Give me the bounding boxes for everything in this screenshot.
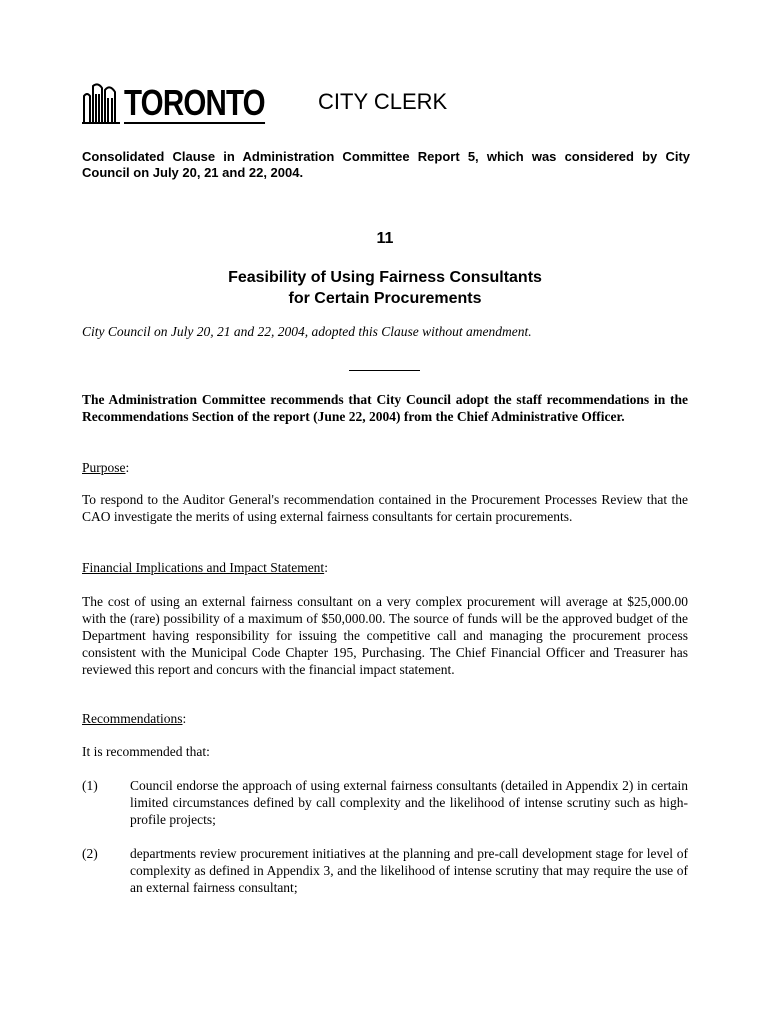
purpose-heading-colon: : — [125, 460, 130, 475]
divider — [349, 370, 420, 371]
city-hall-icon — [82, 80, 120, 124]
recommendations-intro: It is recommended that: — [82, 744, 210, 759]
recommendation-number: (1) — [82, 778, 98, 793]
recommendations-heading-text: Recommendations — [82, 711, 183, 726]
purpose-heading — [82, 459, 688, 476]
toronto-logo — [82, 74, 296, 124]
clause-title — [0, 267, 770, 309]
purpose-heading-text: Purpose — [82, 460, 126, 475]
committee-recommendation: The Administration Committee recommends that City Council adopt the staff recommendations in the Recommendations Section of the report (June 22, 2004) from the Chief Administrative Officer. — [82, 392, 688, 424]
recommendation-text: Council endorse the approach of using external fairness consultants (detailed in Appendix 2) in certain limited circumstances defined by call complexity and the likelihood of intense scrutiny such as high-profile projects; — [130, 778, 688, 827]
financial-heading-text: Financial Implications and Impact Statement — [82, 560, 325, 575]
financial-text: The cost of using an external fairness consultant on a very complex procurement will average at $25,000.00 with the (rare) possibility of a maximum of $50,000.00. The source of funds will be the approved budget of the Department having responsibility for issuing the competitive call and managing the procurement process consistent with the Municipal Code Chapter 195, Purchasing. The Chief Financial Officer and Treasurer has reviewed this report and concurs with the financial impact statement. — [82, 594, 688, 677]
recommendation-number: (2) — [82, 846, 98, 861]
financial-heading-colon: : — [324, 560, 328, 575]
recommendations-heading — [82, 710, 688, 727]
purpose-text: To respond to the Auditor General's recommendation contained in the Procurement Processes Review that the CAO investigate the merits of using external fairness consultants for certain procurements. — [82, 492, 688, 524]
adopted-note: City Council on July 20, 21 and 22, 2004, adopted this Clause without amendment. — [82, 324, 532, 339]
clause-title-line2: for Certain Procurements — [288, 290, 482, 307]
department-name: CITY CLERK — [318, 89, 448, 114]
financial-heading — [82, 559, 688, 576]
recommendation-text: departments review procurement initiatives at the planning and pre-call development stage for level of complexity as defined in Appendix 3, and the likelihood of intense scrutiny that may require the use of an external fairness consultant; — [130, 846, 688, 895]
logo-wordmark: TORONTO — [124, 82, 265, 123]
recommendations-heading-colon: : — [182, 711, 187, 726]
consolidated-clause-note: Consolidated Clause in Administration Committee Report 5, which was considered by City Council on July 20, 21 and 22, 2004. — [82, 149, 690, 180]
clause-number: 11 — [376, 230, 394, 247]
clause-title-line1: Feasibility of Using Fairness Consultants — [228, 269, 542, 286]
